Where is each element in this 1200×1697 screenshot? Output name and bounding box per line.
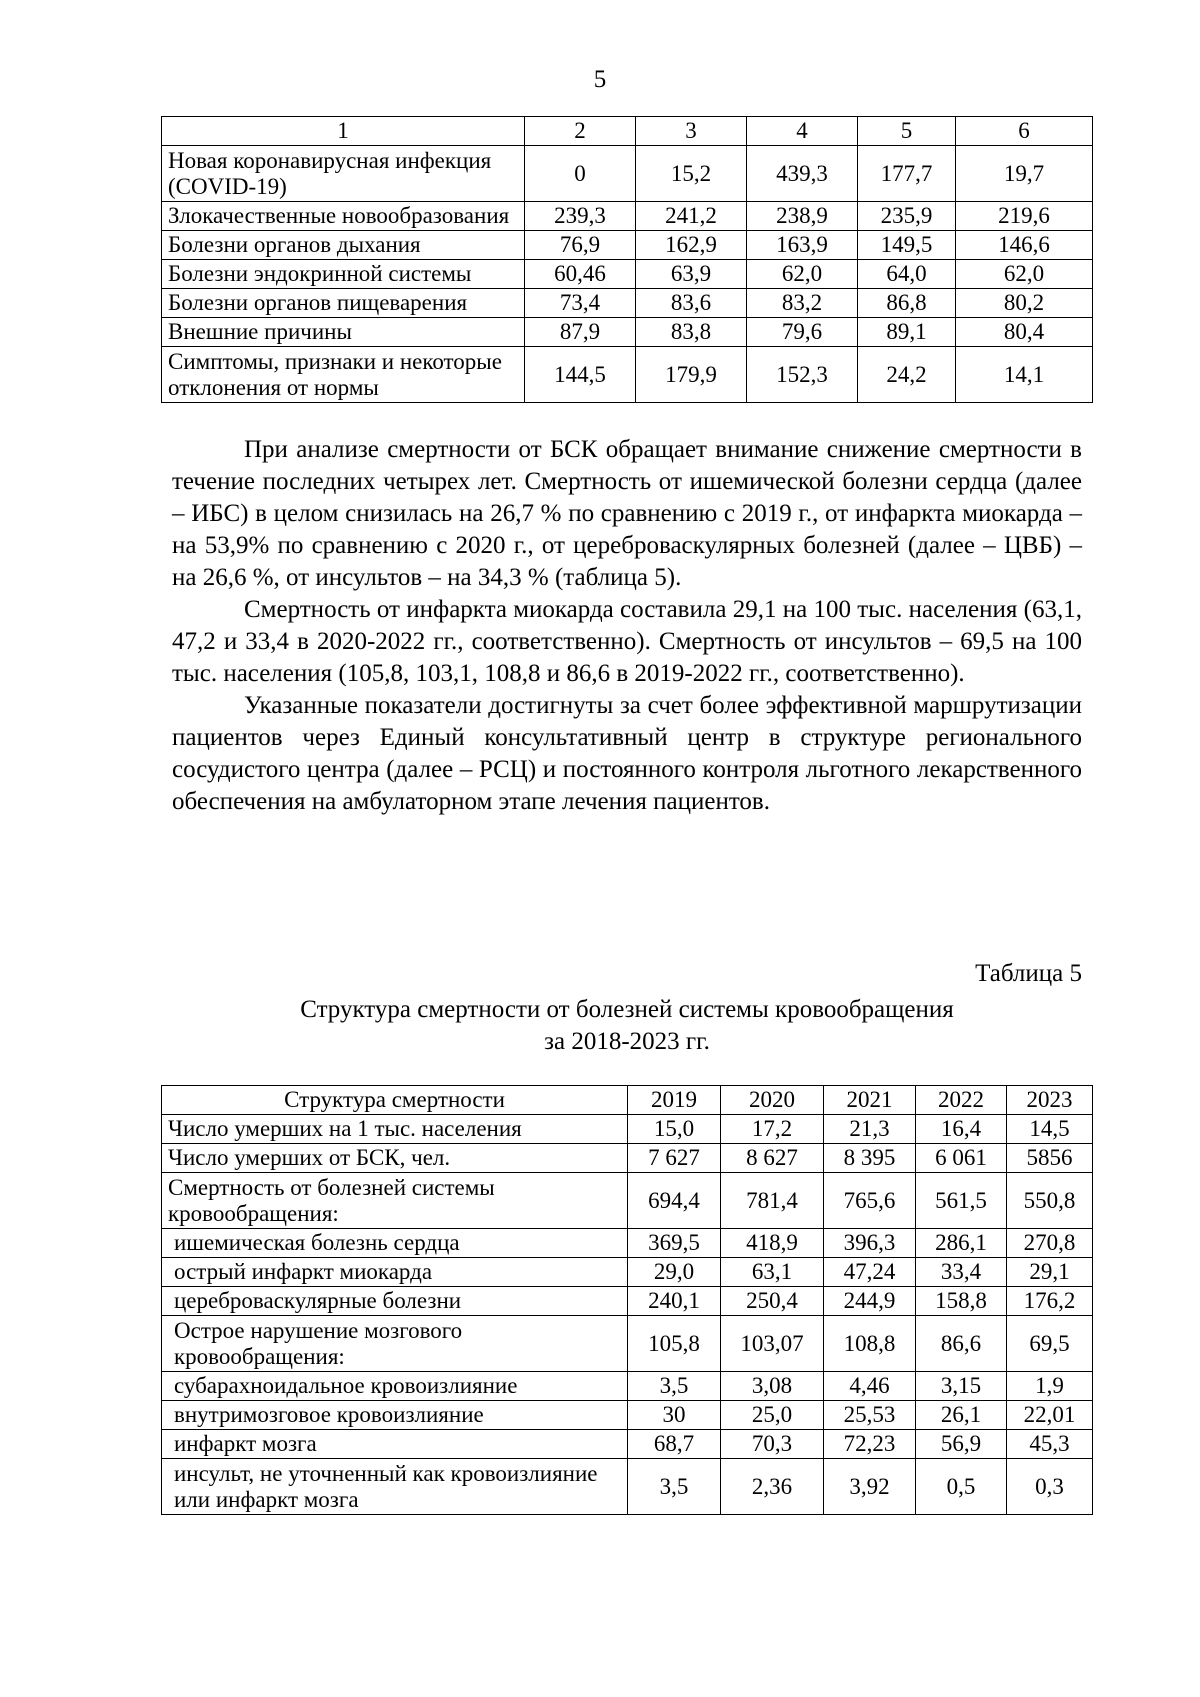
table-cell: 62,0 <box>956 260 1093 289</box>
cardiovascular-mortality-table <box>161 1085 1093 1515</box>
row-label: Симптомы, признаки и некоторые отклонения от нормы <box>162 347 525 403</box>
table-cell: 250,4 <box>721 1287 824 1316</box>
table-row <box>162 260 1093 289</box>
table-cell: 765,6 <box>824 1173 916 1229</box>
table-cell: 239,3 <box>525 202 636 231</box>
table-cell: 30 <box>628 1401 721 1430</box>
table-cell: 108,8 <box>824 1316 916 1372</box>
table-cell: 14,1 <box>956 347 1093 403</box>
table-cell: 286,1 <box>916 1229 1007 1258</box>
table-row <box>162 289 1093 318</box>
row-label: внутримозговое кровоизлияние <box>162 1401 628 1430</box>
column-header: 2022 <box>916 1086 1007 1115</box>
row-label: инфаркт мозга <box>162 1430 628 1459</box>
table-cell: 63,9 <box>636 260 747 289</box>
row-label: Болезни эндокринной системы <box>162 260 525 289</box>
row-label: Злокачественные новообразования <box>162 202 525 231</box>
table-cell: 105,8 <box>628 1316 721 1372</box>
table-cell: 561,5 <box>916 1173 1007 1229</box>
table-row <box>162 1287 1093 1316</box>
row-label: цереброваскулярные болезни <box>162 1287 628 1316</box>
table-cell: 418,9 <box>721 1229 824 1258</box>
table-cell: 146,6 <box>956 231 1093 260</box>
table-row <box>162 1229 1093 1258</box>
paragraph: При анализе смертности от БСК обращает внимание снижение смертности в течение последних четырех лет. Смертность от ишемической болезни сердца (далее – ИБС) в целом снизилась на 26,7 % по сравнению с 2019 г., от инфаркта миокарда – на 53,9% по сравнению с 2020 г., от цереброваскулярных болезней (далее – ЦВБ) – на 26,6 %, от инсультов – на 34,3 % (таблица 5). <box>172 436 1082 591</box>
row-label: инсульт, не уточненный как кровоизлияние или инфаркт мозга <box>162 1459 628 1515</box>
table-row <box>162 202 1093 231</box>
table-header-row <box>162 1086 1093 1115</box>
table-row <box>162 1430 1093 1459</box>
table-cell: 3,92 <box>824 1459 916 1515</box>
mortality-causes-table <box>161 116 1093 403</box>
table-row <box>162 318 1093 347</box>
table-row <box>162 1459 1093 1515</box>
table-cell: 2,36 <box>721 1459 824 1515</box>
table-cell: 62,0 <box>747 260 858 289</box>
table-cell: 56,9 <box>916 1430 1007 1459</box>
table-cell: 25,53 <box>824 1401 916 1430</box>
table-cell: 244,9 <box>824 1287 916 1316</box>
table-title-line: за 2018-2023 гг. <box>544 1028 710 1055</box>
table-row <box>162 231 1093 260</box>
table-cell: 47,24 <box>824 1258 916 1287</box>
table-cell: 158,8 <box>916 1287 1007 1316</box>
table-cell: 5856 <box>1007 1144 1093 1173</box>
table-cell: 240,1 <box>628 1287 721 1316</box>
table-cell: 439,3 <box>747 146 858 202</box>
table-cell: 3,15 <box>916 1372 1007 1401</box>
body-text <box>172 434 1082 818</box>
table-cell: 17,2 <box>721 1115 824 1144</box>
table-cell: 241,2 <box>636 202 747 231</box>
table-cell: 70,3 <box>721 1430 824 1459</box>
table-cell: 162,9 <box>636 231 747 260</box>
table-cell: 83,8 <box>636 318 747 347</box>
column-header: 1 <box>162 117 525 146</box>
table-row <box>162 1401 1093 1430</box>
table-cell: 45,3 <box>1007 1430 1093 1459</box>
row-label: острый инфаркт миокарда <box>162 1258 628 1287</box>
table-row <box>162 1115 1093 1144</box>
table-cell: 60,46 <box>525 260 636 289</box>
table-cell: 68,7 <box>628 1430 721 1459</box>
table-cell: 15,2 <box>636 146 747 202</box>
table-cell: 29,0 <box>628 1258 721 1287</box>
table-cell: 64,0 <box>858 260 956 289</box>
table-cell: 3,08 <box>721 1372 824 1401</box>
table-cell: 1,9 <box>1007 1372 1093 1401</box>
table-cell: 0,3 <box>1007 1459 1093 1515</box>
table-cell: 4,46 <box>824 1372 916 1401</box>
table-cell: 235,9 <box>858 202 956 231</box>
table-cell: 0 <box>525 146 636 202</box>
row-label: ишемическая болезнь сердца <box>162 1229 628 1258</box>
column-header: 2 <box>525 117 636 146</box>
table-cell: 76,9 <box>525 231 636 260</box>
table-cell: 25,0 <box>721 1401 824 1430</box>
column-header: 2021 <box>824 1086 916 1115</box>
table-cell: 781,4 <box>721 1173 824 1229</box>
table-cell: 83,2 <box>747 289 858 318</box>
table-cell: 8 395 <box>824 1144 916 1173</box>
table-cell: 219,6 <box>956 202 1093 231</box>
row-label: Внешние причины <box>162 318 525 347</box>
paragraph: Смертность от инфаркта миокарда составила 29,1 на 100 тыс. населения (63,1, 47,2 и 33,4 в 2020-2022 гг., соответственно). Смертность от инсультов – 69,5 на 100 тыс. населения (105,8, 103,1, 108,8 и 86,6 в 2019-2022 гг., соответственно). <box>172 596 1082 687</box>
row-label: Смертность от болезней системы кровообращения: <box>162 1173 628 1229</box>
table-cell: 80,2 <box>956 289 1093 318</box>
column-header: 6 <box>956 117 1093 146</box>
table-cell: 16,4 <box>916 1115 1007 1144</box>
table-cell: 694,4 <box>628 1173 721 1229</box>
table-row <box>162 1258 1093 1287</box>
table-cell: 163,9 <box>747 231 858 260</box>
row-label: Число умерших на 1 тыс. населения <box>162 1115 628 1144</box>
row-label: Число умерших от БСК, чел. <box>162 1144 628 1173</box>
table-cell: 15,0 <box>628 1115 721 1144</box>
column-header: 5 <box>858 117 956 146</box>
paragraph: Указанные показатели достигнуты за счет более эффективной маршрутизации пациентов через Единый консультативный центр в структуре регионального сосудистого центра (далее – РСЦ) и постоянного контроля льготного лекарственного обеспечения на амбулаторном этапе лечения пациентов. <box>172 692 1082 815</box>
table-cell: 7 627 <box>628 1144 721 1173</box>
column-header: 2019 <box>628 1086 721 1115</box>
table-cell: 69,5 <box>1007 1316 1093 1372</box>
table-cell: 103,07 <box>721 1316 824 1372</box>
row-label: Новая коронавирусная инфекция (COVID-19) <box>162 146 525 202</box>
table-cell: 33,4 <box>916 1258 1007 1287</box>
table-title-line: Структура смертности от болезней системы кровообращения <box>300 996 954 1023</box>
table-cell: 29,1 <box>1007 1258 1093 1287</box>
table-cell: 83,6 <box>636 289 747 318</box>
table-cell: 238,9 <box>747 202 858 231</box>
table-cell: 86,8 <box>858 289 956 318</box>
column-header: 3 <box>636 117 747 146</box>
table-cell: 8 627 <box>721 1144 824 1173</box>
table-cell: 89,1 <box>858 318 956 347</box>
table-row <box>162 1173 1093 1229</box>
table-cell: 176,2 <box>1007 1287 1093 1316</box>
page-number: 5 <box>593 66 607 93</box>
table-row <box>162 1372 1093 1401</box>
table-cell: 369,5 <box>628 1229 721 1258</box>
table-cell: 3,5 <box>628 1459 721 1515</box>
table-label: Таблица 5 <box>975 960 1082 987</box>
table-cell: 63,1 <box>721 1258 824 1287</box>
table-cell: 152,3 <box>747 347 858 403</box>
table-title <box>172 994 1082 1058</box>
table-row <box>162 146 1093 202</box>
table-cell: 72,23 <box>824 1430 916 1459</box>
row-label: Острое нарушение мозгового кровообращения: <box>162 1316 628 1372</box>
table-cell: 73,4 <box>525 289 636 318</box>
table-cell: 26,1 <box>916 1401 1007 1430</box>
table-cell: 6 061 <box>916 1144 1007 1173</box>
table-header-row <box>162 117 1093 146</box>
row-label: субарахноидальное кровоизлияние <box>162 1372 628 1401</box>
table-row <box>162 347 1093 403</box>
table-cell: 21,3 <box>824 1115 916 1144</box>
table-cell: 177,7 <box>858 146 956 202</box>
row-label: Болезни органов пищеварения <box>162 289 525 318</box>
column-header: 4 <box>747 117 858 146</box>
column-header: 2020 <box>721 1086 824 1115</box>
table-cell: 80,4 <box>956 318 1093 347</box>
table-cell: 86,6 <box>916 1316 1007 1372</box>
table-cell: 3,5 <box>628 1372 721 1401</box>
table-cell: 87,9 <box>525 318 636 347</box>
table-cell: 149,5 <box>858 231 956 260</box>
column-header: Структура смертности <box>162 1086 628 1115</box>
table-cell: 24,2 <box>858 347 956 403</box>
table-row <box>162 1316 1093 1372</box>
table-cell: 19,7 <box>956 146 1093 202</box>
column-header: 2023 <box>1007 1086 1093 1115</box>
table-cell: 14,5 <box>1007 1115 1093 1144</box>
table-cell: 396,3 <box>824 1229 916 1258</box>
table-cell: 79,6 <box>747 318 858 347</box>
table-cell: 550,8 <box>1007 1173 1093 1229</box>
table-row <box>162 1144 1093 1173</box>
table-cell: 0,5 <box>916 1459 1007 1515</box>
table-cell: 179,9 <box>636 347 747 403</box>
table-cell: 144,5 <box>525 347 636 403</box>
table-cell: 22,01 <box>1007 1401 1093 1430</box>
row-label: Болезни органов дыхания <box>162 231 525 260</box>
table-cell: 270,8 <box>1007 1229 1093 1258</box>
